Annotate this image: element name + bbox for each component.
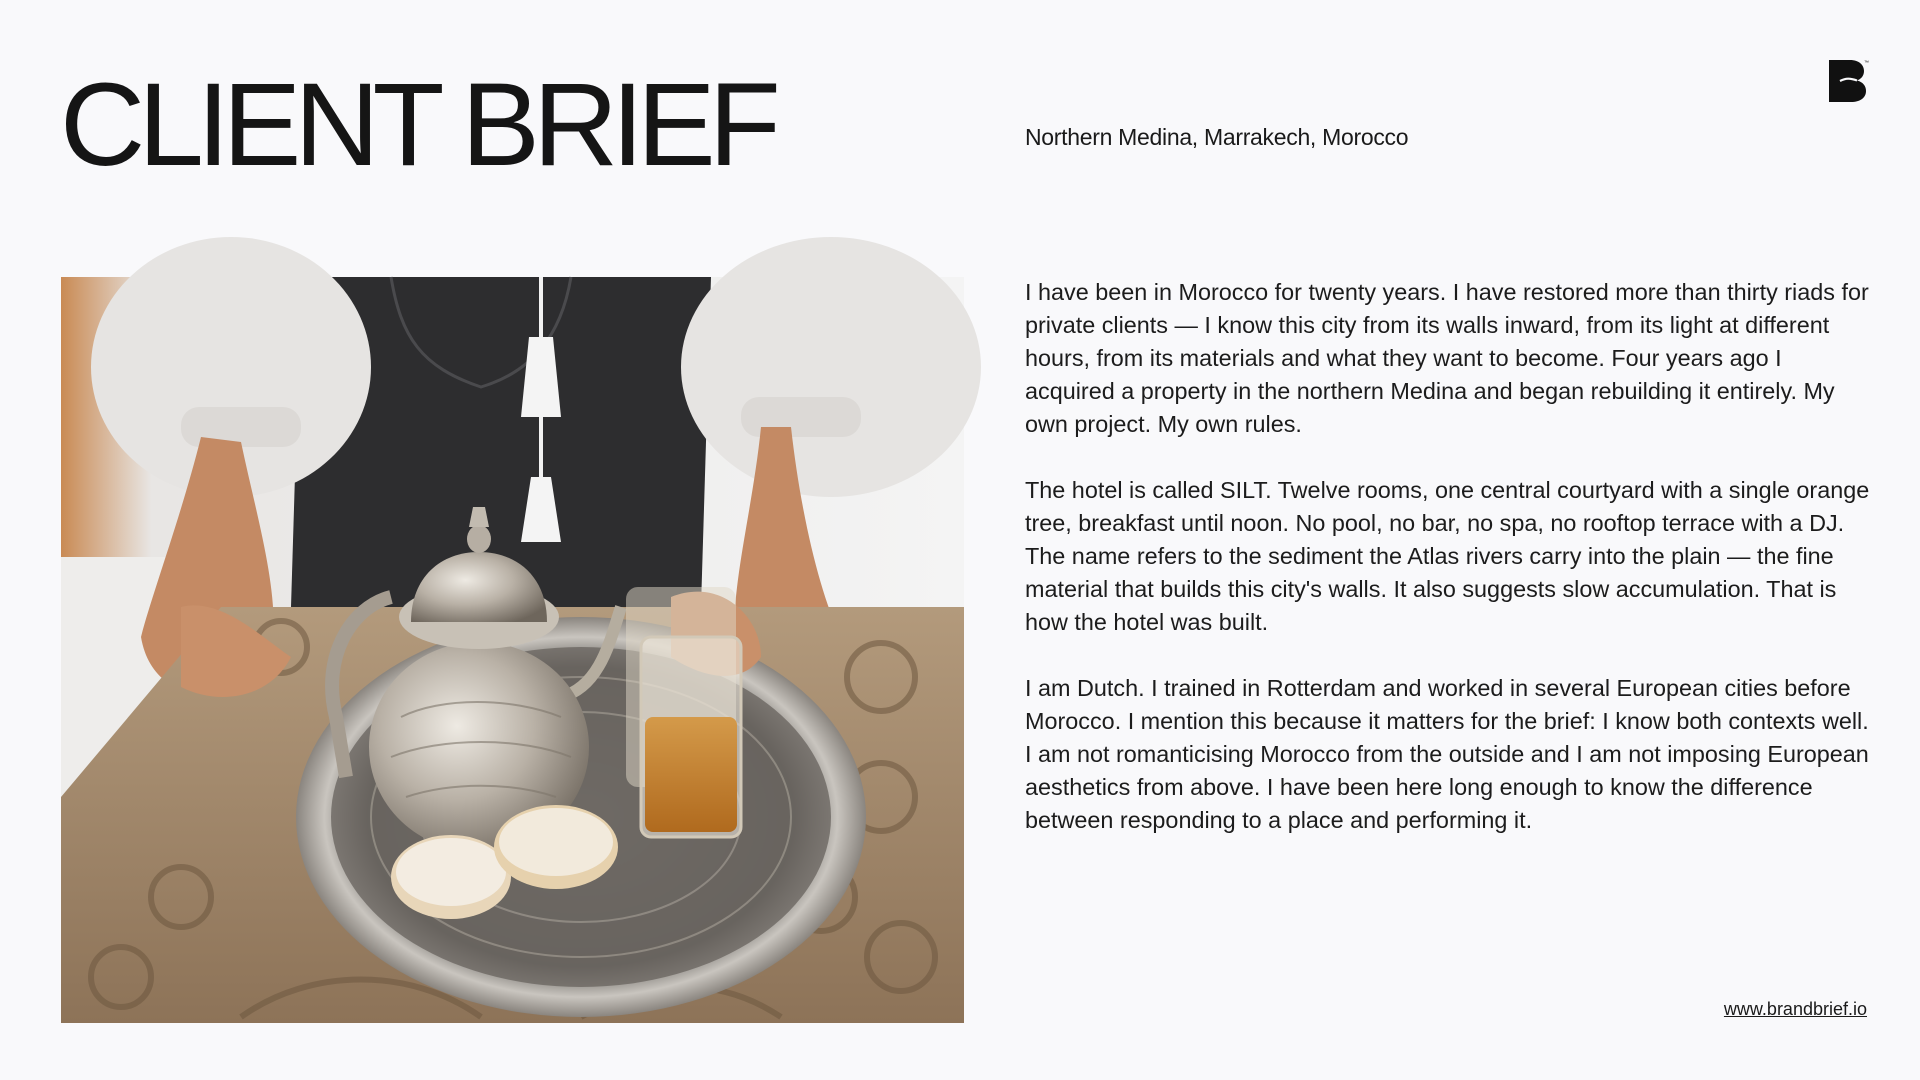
brief-body-text — [1025, 276, 1870, 870]
svg-text:™: ™ — [1864, 60, 1869, 66]
website-link[interactable]: www.brandbrief.io — [1723, 999, 1867, 1019]
tea-service-photo — [61, 277, 964, 1023]
brief-paragraph-2: The hotel is called SILT. Twelve rooms, one central courtyard with a single orange tree, breakfast until noon. No pool, no bar, no spa, no rooftop terrace with a DJ. The name refers to the sediment the Atlas rivers carry into the plain — the fine material that builds this city's walls. It also suggests slow accumulation. That is how the hotel was built. — [1025, 477, 1870, 635]
brand-b-logo-icon — [1828, 58, 1868, 104]
brief-paragraph-1: I have been in Morocco for twenty years. I have restored more than thirty riads for private clients — I know this city from its walls inward, from its light at different hours, from its materials and what they want to become. Four years ago I acquired a property in the northern Medina and began rebuilding it entirely. My own project. My own rules. — [1025, 279, 1869, 437]
brief-paragraph-3: I am Dutch. I trained in Rotterdam and worked in several European cities before Morocco. I mention this because it matters for the brief: I know both contexts well. I am not romanticising Morocco from the outside and I am not imposing European aesthetics from above. I have been here long enough to know the difference between responding to a place and performing it. — [1025, 675, 1869, 833]
page-title: CLIENT BRIEF — [60, 59, 774, 191]
location-label: Northern Medina, Marrakech, Morocco — [1025, 124, 1409, 150]
